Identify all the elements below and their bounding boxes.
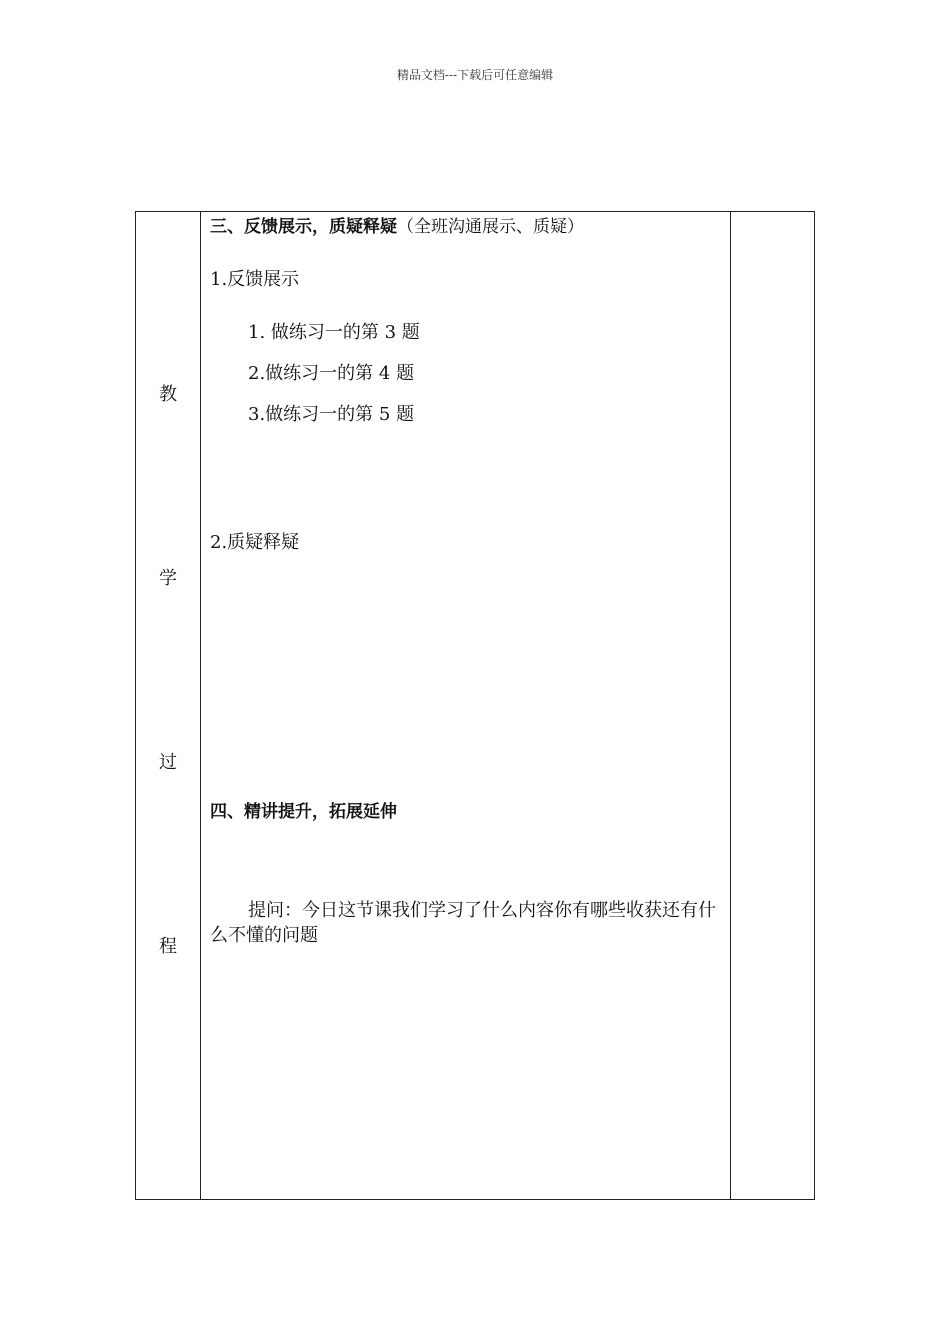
side-label-xue: 学 — [159, 568, 177, 589]
exercise-item: 3.做练习一的第 5 题 — [248, 404, 415, 425]
side-label-guo: 过 — [159, 752, 177, 773]
section3-note: （全班沟通展示、质疑） — [397, 217, 584, 237]
section3-title: 三、反馈展示，质疑释疑 — [210, 217, 397, 237]
subheading-questions: 2.质疑释疑 — [210, 532, 300, 553]
subheading-feedback: 1.反馈展示 — [210, 269, 300, 290]
side-label-cheng: 程 — [159, 936, 177, 957]
column-divider-left — [200, 212, 201, 1199]
page-header: 精品文档---下载后可任意编辑 — [396, 68, 554, 82]
exercise-item: 2.做练习一的第 4 题 — [248, 363, 415, 384]
section4-title: 四、精讲提升，拓展延伸 — [210, 802, 397, 822]
question-paragraph: 提问：今日这节课我们学习了什么内容你有哪些收获还有什么不懂的问题 — [210, 900, 716, 946]
lesson-table — [135, 211, 815, 1200]
section3-heading — [210, 214, 730, 240]
side-label-jiao: 教 — [159, 384, 177, 405]
exercise-item: 1. 做练习一的第 3 题 — [248, 322, 420, 343]
